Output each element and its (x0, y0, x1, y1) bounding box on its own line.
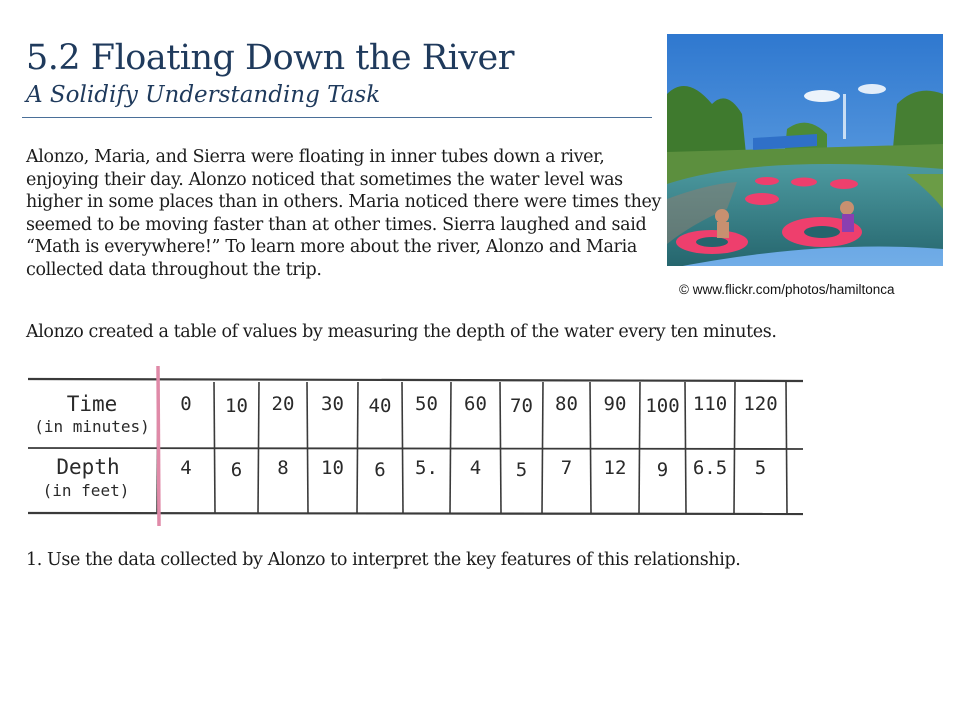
table-column-divider (590, 382, 591, 513)
table-column-divider (402, 382, 403, 513)
table-column-divider (258, 382, 259, 513)
depth-value: 6.5 (692, 457, 728, 479)
depth-values (180, 457, 766, 481)
river-photo (667, 34, 943, 313)
table-top-rule (28, 379, 803, 381)
depth-data-table (28, 366, 803, 528)
time-values (180, 393, 777, 417)
time-value: 80 (555, 393, 578, 415)
time-value: 120 (743, 393, 778, 415)
depth-value: 6 (374, 459, 386, 481)
time-value: 20 (271, 393, 295, 415)
question-1: 1. Use the data collected by Alonzo to interpret the key features of this relationship. (26, 550, 741, 570)
time-value: 40 (368, 395, 392, 417)
table-column-divider (450, 382, 451, 513)
table-labels (34, 392, 150, 500)
table-grid (28, 366, 803, 526)
table-column-divider (639, 382, 640, 513)
intro-paragraph: Alonzo, Maria, and Sierra were floating in inner tubes down a river, enjoying their day. Alonzo noticed that sometimes the water level was higher in some places than in others. Maria noticed there were times they seemed to be moving faster than at other times. Sierra laughed and said “Math is everywhere!” To learn more about the river, Alonzo and Maria collected data throughout the trip. (26, 147, 662, 280)
time-value: 110 (692, 393, 728, 415)
page-subtitle: A Solidify Understanding Task (26, 82, 381, 108)
table-column-divider (685, 382, 686, 513)
depth-value: 8 (277, 457, 289, 479)
table-column-divider (734, 382, 735, 513)
time-value: 100 (645, 395, 680, 417)
depth-value: 5 (754, 457, 767, 479)
depth-value: 4 (180, 457, 192, 479)
time-value: 0 (180, 393, 192, 415)
page-title: 5.2 Floating Down the River (26, 38, 515, 78)
depth-value: 9 (656, 459, 669, 481)
table-column-divider (500, 382, 501, 513)
table-column-divider (542, 382, 543, 513)
time-value: 30 (321, 393, 344, 415)
photo-credit: © www.flickr.com/photos/hamiltonca (667, 266, 943, 313)
depth-value: 5 (515, 459, 528, 481)
table-column-divider (307, 382, 308, 513)
table-column-divider (786, 382, 787, 513)
table-column-divider (357, 382, 358, 513)
depth-value: 6 (230, 459, 243, 481)
time-value: 90 (603, 393, 627, 415)
depth-value: 10 (321, 457, 344, 479)
title-divider (22, 117, 652, 118)
time-row-unit: (in minutes) (34, 417, 150, 436)
time-value: 50 (415, 393, 438, 415)
table-column-divider (214, 382, 215, 513)
table-middle-rule (28, 448, 803, 449)
depth-row-label: Depth (56, 455, 120, 479)
time-value: 60 (464, 393, 487, 415)
time-row-label: Time (66, 392, 118, 416)
depth-value: 4 (469, 457, 482, 479)
depth-row-unit: (in feet) (42, 481, 130, 500)
table-bottom-rule (28, 513, 803, 514)
depth-value: 5. (415, 457, 438, 479)
table-lead-text: Alonzo created a table of values by measuring the depth of the water every ten minutes. (26, 322, 777, 342)
time-value: 10 (225, 395, 248, 417)
depth-value: 12 (603, 457, 627, 479)
table-margin-line (158, 366, 159, 526)
time-value: 70 (510, 395, 533, 417)
depth-value: 7 (560, 457, 573, 479)
